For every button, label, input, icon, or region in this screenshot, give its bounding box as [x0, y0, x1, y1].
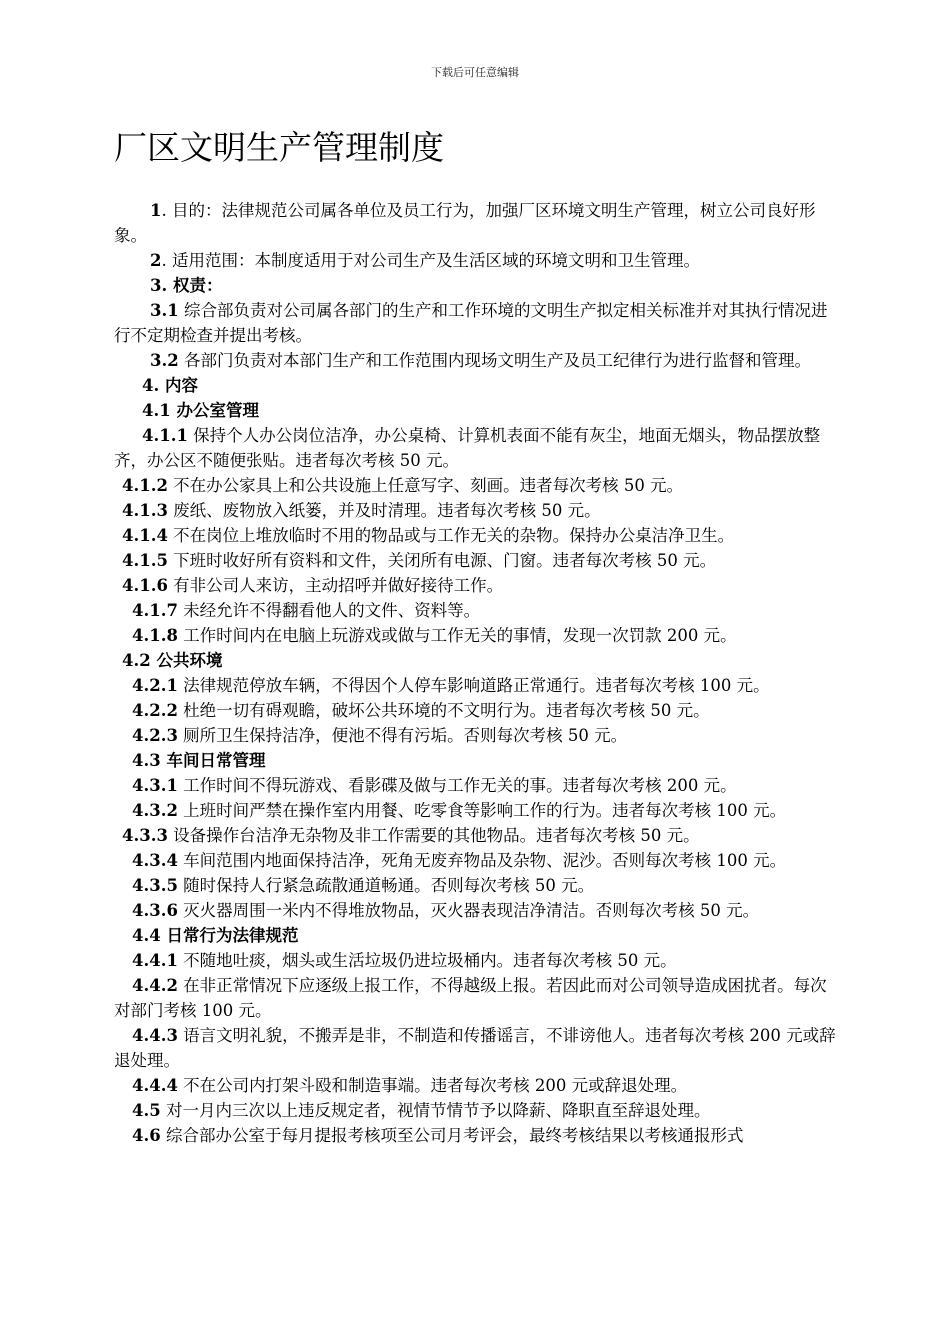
- heading-content: 4. 内容: [142, 376, 198, 395]
- heading-daily-conduct: 4.4 日常行为法律规范: [132, 926, 299, 945]
- paragraph-4-1-1: 4.1.1 保持个人办公岗位洁净，办公桌椅、计算机表面不能有灰尘，地面无烟头，物品摆放整齐，办公区不随便张贴。违者每次考核 50 元。: [114, 426, 821, 470]
- document-body: [114, 198, 836, 1148]
- page-header-note: 下载后可任意编辑: [431, 66, 519, 79]
- heading-responsibilities: 3. 权责：: [150, 276, 223, 295]
- paragraph-4-4-1: 4.4.1 不随地吐痰，烟头或生活垃圾仍进垃圾桶内。违者每次考核 50 元。: [132, 951, 677, 970]
- paragraph-4-1-8: 4.1.8 工作时间内在电脑上玩游戏或做与工作无关的事情，发现一次罚款 200 元。: [132, 626, 737, 645]
- document-title: 厂区文明生产管理制度: [114, 128, 444, 167]
- paragraph-purpose: 1. 目的：法律规范公司属各单位及员工行为，加强厂区环境文明生产管理，树立公司良好形象。: [114, 201, 816, 245]
- paragraph-4-1-2: 4.1.2 不在办公家具上和公共设施上任意写字、刻画。违者每次考核 50 元。: [122, 476, 684, 495]
- heading-workshop-management: 4.3 车间日常管理: [132, 751, 266, 770]
- paragraph-4-3-5: 4.3.5 随时保持人行紧急疏散通道畅通。否则每次考核 50 元。: [132, 876, 595, 895]
- paragraph-4-1-5: 4.1.5 下班时收好所有资料和文件，关闭所有电源、门窗。违者每次考核 50 元。: [122, 551, 717, 570]
- paragraph-4-3-3: 4.3.3 设备操作台洁净无杂物及非工作需要的其他物品。违者每次考核 50 元。: [122, 826, 700, 845]
- paragraph-4-3-1: 4.3.1 工作时间不得玩游戏、看影碟及做与工作无关的事。违者每次考核 200 元。: [132, 776, 737, 795]
- paragraph-4-4-4: 4.4.4 不在公司内打架斗殴和制造事端。违者每次考核 200 元或辞退处理。: [132, 1076, 688, 1095]
- paragraph-4-1-6: 4.1.6 有非公司人来访，主动招呼并做好接待工作。: [122, 576, 504, 595]
- paragraph-4-4-3: 4.4.3 语言文明礼貌，不搬弄是非，不制造和传播谣言，不诽谤他人。违者每次考核 200 元或辞退处理。: [114, 1026, 836, 1070]
- heading-public-environment: 4.2 公共环境: [122, 651, 223, 670]
- paragraph-4-2-2: 4.2.2 杜绝一切有碍观瞻，破坏公共环境的不文明行为。违者每次考核 50 元。: [132, 701, 710, 720]
- paragraph-4-6: 4.6 综合部办公室于每月提报考核项至公司月考评会，最终考核结果以考核通报形式: [132, 1126, 744, 1145]
- paragraph-4-3-4: 4.3.4 车间范围内地面保持洁净，死角无废弃物品及杂物、泥沙。否则每次考核 100 元。: [132, 851, 787, 870]
- paragraph-scope: 2. 适用范围：本制度适用于对公司生产及生活区域的环境文明和卫生管理。: [150, 251, 700, 270]
- paragraph-4-2-3: 4.2.3 厕所卫生保持洁净，便池不得有污垢。否则每次考核 50 元。: [132, 726, 628, 745]
- paragraph-4-4-2: 4.4.2 在非正常情况下应逐级上报工作，不得越级上报。若因此而对公司领导造成困扰者。每次对部门考核 100 元。: [114, 976, 827, 1020]
- paragraph-4-2-1: 4.2.1 法律规范停放车辆，不得因个人停车影响道路正常通行。违者每次考核 100 元。: [132, 676, 770, 695]
- paragraph-4-3-6: 4.3.6 灭火器周围一米内不得堆放物品，灭火器表现洁净清洁。否则每次考核 50 元。: [132, 901, 760, 920]
- paragraph-3-1: 3.1 综合部负责对公司属各部门的生产和工作环境的文明生产拟定相关标准并对其执行情况进行不定期检查并提出考核。: [114, 301, 828, 345]
- paragraph-4-3-2: 4.3.2 上班时间严禁在操作室内用餐、吃零食等影响工作的行为。违者每次考核 100 元。: [132, 801, 787, 820]
- paragraph-4-1-3: 4.1.3 废纸、废物放入纸篓，并及时清理。违者每次考核 50 元。: [122, 501, 601, 520]
- paragraph-4-1-7: 4.1.7 未经允许不得翻看他人的文件、资料等。: [132, 601, 481, 620]
- paragraph-3-2: 3.2 各部门负责对本部门生产和工作范围内现场文明生产及员工纪律行为进行监督和管理。: [150, 351, 811, 370]
- paragraph-4-1-4: 4.1.4 不在岗位上堆放临时不用的物品或与工作无关的杂物。保持办公桌洁净卫生。: [122, 526, 735, 545]
- heading-office-management: 4.1 办公室管理: [142, 401, 259, 420]
- paragraph-4-5: 4.5 对一月内三次以上违反规定者，视情节情节予以降薪、降职直至辞退处理。: [132, 1101, 711, 1120]
